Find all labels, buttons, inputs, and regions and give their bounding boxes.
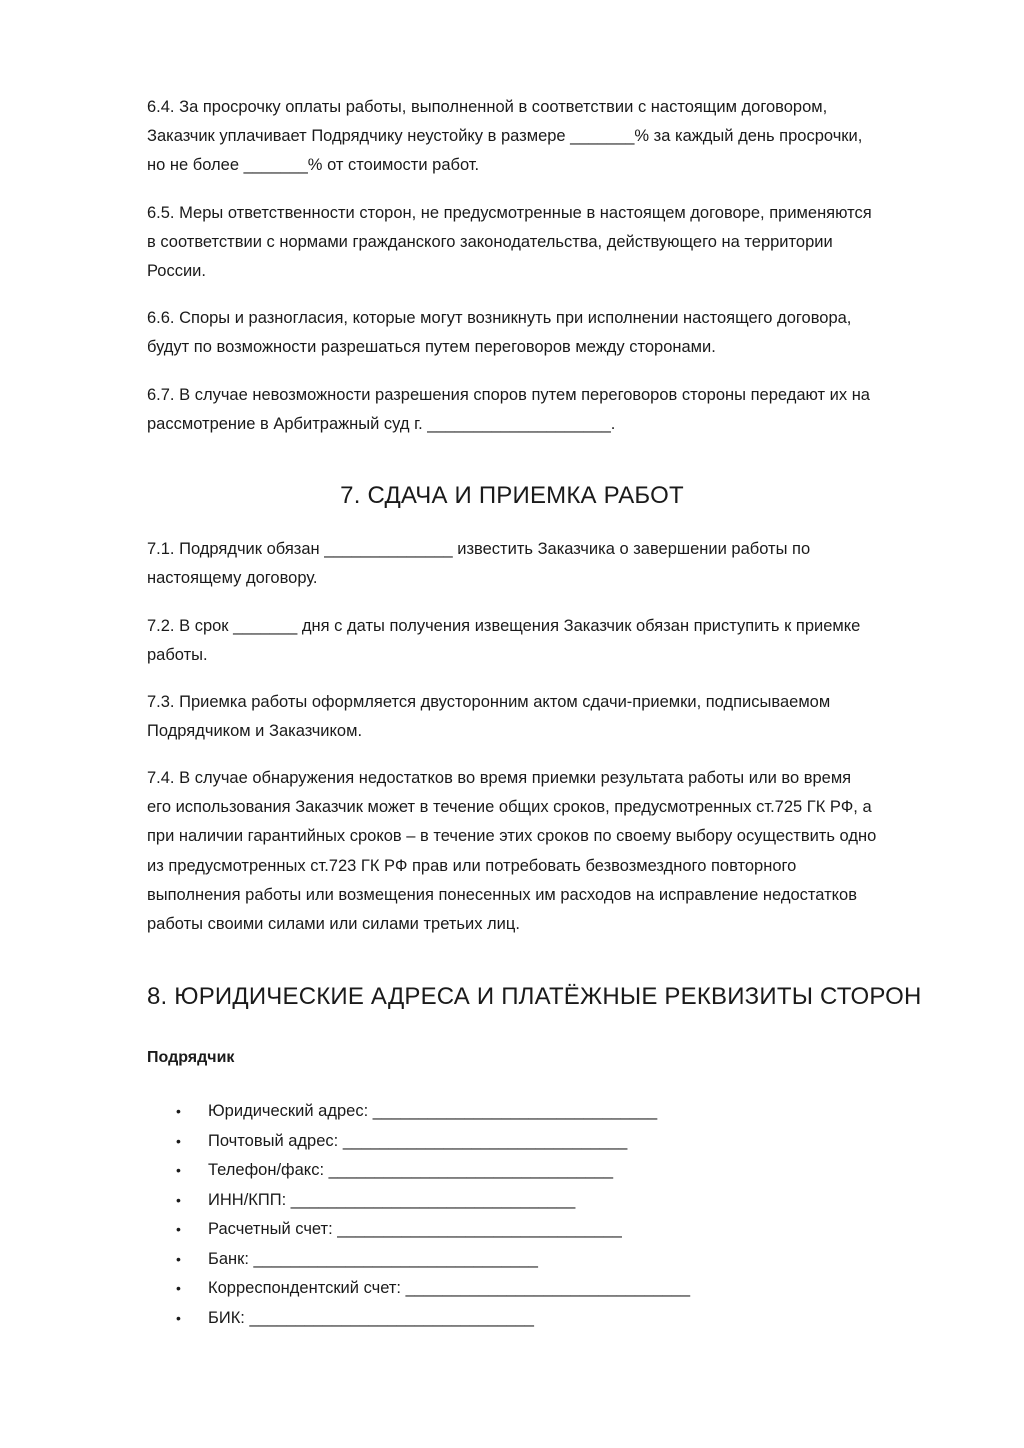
bullet-icon: • (176, 1162, 181, 1178)
requisite-text: БИК: _______________________________ (208, 1308, 534, 1327)
requisite-text: Банк: _______________________________ (208, 1249, 538, 1268)
bullet-icon: • (176, 1103, 181, 1119)
requisite-legal-address (176, 1097, 690, 1127)
requisite-inn-kpp (176, 1186, 690, 1216)
requisite-text: Телефон/факс: _______________________________ (208, 1161, 614, 1179)
requisite-bik (176, 1304, 690, 1334)
section-7-heading: 7. СДАЧА И ПРИЕМКА РАБОТ (340, 482, 684, 509)
bullet-icon: • (176, 1309, 181, 1326)
bullet-icon: • (176, 1280, 181, 1296)
paragraph-6-4: 6.4. За просрочку оплаты работы, выполненной в соответствии с настоящим договором, Заказчик уплачивает Подрядчику неустойку в размере _______% за каждый день просрочки, но не более _______% от стоимости работ. (147, 98, 863, 175)
paragraph-7-2: 7.2. В срок _______ дня с даты получения извещения Заказчик обязан приступить к приемке работы. (147, 617, 861, 665)
requisite-settlement-account (176, 1215, 690, 1245)
paragraph-6-6: 6.6. Споры и разногласия, которые могут возникнуть при исполнении настоящего договора, будут по возможности разрешаться путем переговоров между сторонами. (147, 309, 852, 357)
bullet-icon: • (176, 1191, 181, 1208)
requisite-text: Почтовый адрес: _______________________________ (208, 1131, 628, 1150)
paragraph-7-4: 7.4. В случае обнаружения недостатков во время приемки результата работы или во время его использования Заказчик может в течение общих сроков, предусмотренных ст.725 ГК РФ, а при наличии гарантийных сроков – в течение этих сроков по своему выбору осуществить одно из предусмотренных ст.723 ГК РФ прав или потребовать безвозмездного повторного выполнения работы или возмещения понесенных им расходов на исправление недостатков работы своими силами или силами третьих лиц. (147, 769, 877, 934)
requisite-text: Расчетный счет: _______________________________ (208, 1220, 622, 1238)
requisite-correspondent-account (176, 1274, 690, 1304)
requisite-text: Корреспондентский счет: _______________________________ (208, 1279, 691, 1297)
paragraph-6-7: 6.7. В случае невозможности разрешения споров путем переговоров стороны передают их на рассмотрение в Арбитражный суд г. ____________________. (147, 386, 870, 434)
requisites-list (176, 1097, 690, 1333)
bullet-icon: • (176, 1221, 181, 1237)
paragraph-7-1: 7.1. Подрядчик обязан ______________ известить Заказчика о завершении работы по настоящему договору. (147, 540, 811, 588)
paragraph-6-5: 6.5. Меры ответственности сторон, не предусмотренные в настоящем договоре, применяются в соответствии с нормами гражданского законодательства, действующего на территории России. (147, 204, 872, 281)
paragraph-7-3: 7.3. Приемка работы оформляется двусторонним актом сдачи-приемки, подписываемом Подрядчиком и Заказчиком. (147, 693, 831, 741)
party-label-contractor: Подрядчик (147, 1049, 235, 1066)
requisite-bank (176, 1245, 690, 1275)
requisite-text: ИНН/КПП: _______________________________ (208, 1190, 576, 1209)
requisite-text: Юридический адрес: _______________________________ (208, 1102, 658, 1120)
requisite-postal-address (176, 1127, 690, 1157)
section-8-heading: 8. ЮРИДИЧЕСКИЕ АДРЕСА И ПЛАТЁЖНЫЕ РЕКВИЗИТЫ СТОРОН (147, 983, 922, 1010)
requisite-phone-fax (176, 1156, 690, 1186)
bullet-icon: • (176, 1132, 181, 1149)
bullet-icon: • (176, 1250, 181, 1267)
